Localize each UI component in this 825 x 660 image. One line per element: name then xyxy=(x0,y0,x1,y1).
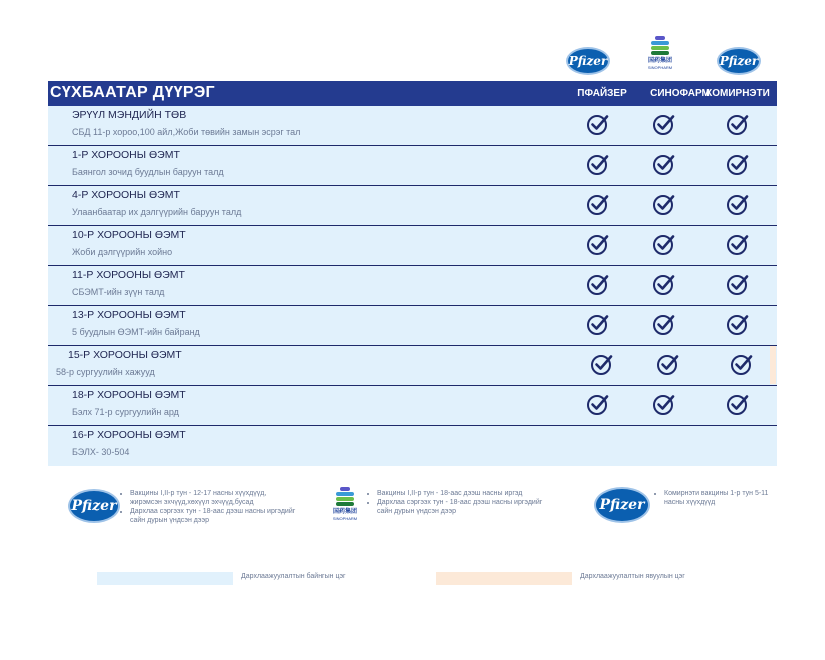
comirnaty-note xyxy=(654,489,774,507)
pfizer-note xyxy=(120,489,298,525)
check-icon xyxy=(726,392,750,416)
site-name: 16-Р ХОРООНЫ ӨЭМТ xyxy=(72,429,186,441)
site-row xyxy=(48,186,777,226)
site-row xyxy=(48,266,777,306)
check-icon xyxy=(586,392,610,416)
check-icon xyxy=(586,272,610,296)
site-address: Баянгол зочид буудлын баруун талд xyxy=(72,167,224,177)
column-header-pfizer: ПФАЙЗЕР xyxy=(577,88,627,99)
check-icon xyxy=(726,272,750,296)
site-row xyxy=(48,106,777,146)
sinopharm-logo-column-2 xyxy=(643,36,677,70)
pfizer-note-item: • Вакцины I,II-р тун - 12-17 насны хүүхдүүд, жирэмсэн эхчүүд,хөхүүл эхчүүд,бусад xyxy=(130,489,298,507)
comirnaty-note-logo: Pfizer xyxy=(594,487,650,523)
sinopharm-mark-icon xyxy=(651,36,669,58)
check-icon xyxy=(586,232,610,256)
pfizer-note-logo: Pfizer xyxy=(68,489,120,523)
site-row xyxy=(48,346,777,386)
pfizer-logo-column-1: Pfizer xyxy=(566,47,610,75)
site-address: СБД 11-р хороо,100 айл,Жоби төвийн замын эсрэг тал xyxy=(72,127,301,137)
site-name: 4-Р ХОРООНЫ ӨЭМТ xyxy=(72,189,180,201)
site-address: Улаанбаатар их дэлгүүрийн баруун талд xyxy=(72,207,242,217)
site-row xyxy=(48,306,777,346)
check-icon xyxy=(652,392,676,416)
site-row xyxy=(48,426,777,466)
check-icon xyxy=(652,272,676,296)
site-address: 5 буудлын ӨЭМТ-ийн байранд xyxy=(72,327,200,337)
site-address: 58-р сургуулийн хажууд xyxy=(56,367,155,377)
legend-label-mobile: Дархлаажуулалтын явуулын цэг xyxy=(580,573,685,580)
district-header-bar xyxy=(48,81,777,106)
column-header-comirnaty: КОМИРНЭТИ xyxy=(706,88,770,99)
check-icon xyxy=(590,352,614,376)
check-icon xyxy=(726,152,750,176)
pfizer-logo-column-3: Pfizer xyxy=(717,47,761,75)
check-icon xyxy=(656,352,680,376)
mobile-point-marker xyxy=(770,346,776,384)
pfizer-note-item: • Дархлаа сэргээх тун - 18-аас дээш насны иргэдийг сайн дурын үндсэн дээр xyxy=(130,507,298,525)
site-row xyxy=(48,146,777,186)
sinopharm-chinese-text: 国药集团 xyxy=(332,509,357,515)
site-row xyxy=(48,386,777,426)
sinopharm-note-item: • Дархлаа сэргээх тун - 18-аас дээш насны иргэдийг сайн дурын үндсэн дээр xyxy=(377,498,557,516)
column-header-sinopharm: СИНОФАРМ xyxy=(650,88,710,99)
check-icon xyxy=(586,192,610,216)
check-icon xyxy=(586,152,610,176)
site-address: Жоби дэлгүүрийн хойно xyxy=(72,247,173,257)
sinopharm-mark-icon xyxy=(336,487,354,509)
check-icon xyxy=(586,112,610,136)
site-address: СБЭМТ-ийн зүүн талд xyxy=(72,287,165,297)
check-icon xyxy=(726,232,750,256)
check-icon xyxy=(726,112,750,136)
check-icon xyxy=(586,312,610,336)
comirnaty-note-item: • Комирнэти вакцины 1-р тун 5-11 насны хүүхдүүд xyxy=(664,489,774,507)
site-name: 15-Р ХОРООНЫ ӨЭМТ xyxy=(68,349,182,361)
sinopharm-note-logo xyxy=(328,487,362,521)
site-row xyxy=(48,226,777,266)
check-icon xyxy=(652,232,676,256)
check-icon xyxy=(652,192,676,216)
check-icon xyxy=(726,192,750,216)
check-icon xyxy=(652,312,676,336)
sinopharm-chinese-text: 国药集团 xyxy=(647,58,672,64)
check-icon xyxy=(652,152,676,176)
sinopharm-note-item: • Вакцины I,II-р тун - 18-аас дээш насны иргэд xyxy=(377,489,557,498)
site-name: 10-Р ХОРООНЫ ӨЭМТ xyxy=(72,229,186,241)
legend-label-fixed: Дархлаажуулалтын байнгын цэг xyxy=(241,573,346,580)
site-name: 11-Р ХОРООНЫ ӨЭМТ xyxy=(72,269,185,281)
site-name: ЭРҮҮЛ МЭНДИЙН ТӨВ xyxy=(72,109,187,121)
sinopharm-english-text: SINOPHARM xyxy=(647,65,673,70)
legend-swatch-mobile xyxy=(436,572,572,585)
legend-swatch-fixed xyxy=(97,572,233,585)
check-icon xyxy=(730,352,754,376)
check-icon xyxy=(726,312,750,336)
site-name: 13-Р ХОРООНЫ ӨЭМТ xyxy=(72,309,186,321)
site-name: 18-Р ХОРООНЫ ӨЭМТ xyxy=(72,389,186,401)
site-address: Бэлх 71-р сургуулийн ард xyxy=(72,407,179,417)
sinopharm-note xyxy=(367,489,557,516)
sinopharm-english-text: SINOPHARM xyxy=(332,516,358,521)
site-address: БЭЛХ- 30-504 xyxy=(72,447,130,457)
site-name: 1-Р ХОРООНЫ ӨЭМТ xyxy=(72,149,180,161)
check-icon xyxy=(652,112,676,136)
district-title: СҮХБААТАР ДҮҮРЭГ xyxy=(50,84,215,101)
